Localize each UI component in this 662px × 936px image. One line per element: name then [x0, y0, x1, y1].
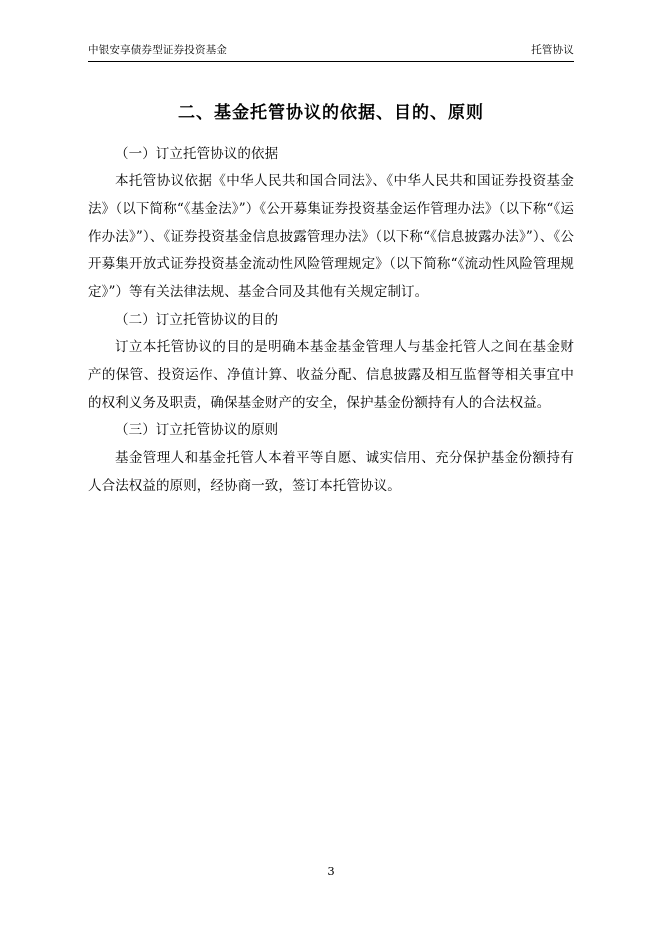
paragraph: （二）订立托管协议的目的	[115, 311, 279, 328]
page-number: 3	[327, 864, 335, 878]
page-title: 二、基金托管协议的依据、目的、原则	[178, 102, 484, 123]
paragraph: 本托管协议依据《中华人民共和国合同法》、《中华人民共和国证券投资基金法》（以下简称“《基金法》”）《公开募集证券投资基金运作管理办法》（以下称“《运作办法》”）、《证券投资基金信息披露管理办法》（以下称“《信息披露办法》”）、《公开募集开放式证券投资基金流动性风险管理规定》（以下简称“《流动性风险管理规定》”）等有关法律法规、基金合同及其他有关规定制订。	[88, 173, 574, 300]
document-body	[88, 141, 574, 501]
paragraph: （三）订立托管协议的原则	[115, 422, 279, 439]
page-header	[88, 0, 574, 62]
header-document-type: 托管协议	[531, 44, 574, 56]
header-fund-name: 中银安享债券型证券投资基金	[88, 44, 228, 56]
paragraph: 订立本托管协议的目的是明确本基金基金管理人与基金托管人之间在基金财产的保管、投资运作、净值计算、收益分配、信息披露及相互监督等相关事宜中的权利义务及职责，确保基金财产的安全，保护基金份额持有人的合法权益。	[88, 339, 574, 411]
paragraph: 基金管理人和基金托管人本着平等自愿、诚实信用、充分保护基金份额持有人合法权益的原则，经协商一致，签订本托管协议。	[88, 449, 574, 494]
paragraph: （一）订立托管协议的依据	[115, 145, 279, 162]
